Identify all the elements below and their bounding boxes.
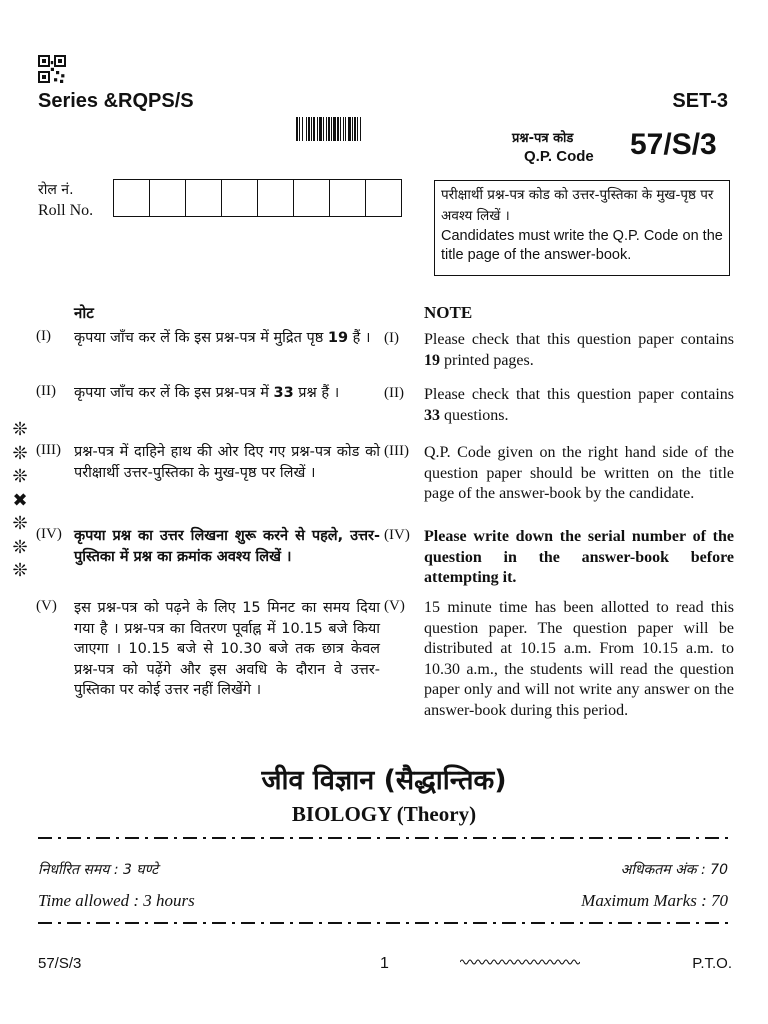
- barcode-bar: [360, 117, 361, 141]
- side-ornaments: [10, 418, 30, 583]
- footer-qp-code: 57/S/3: [38, 955, 82, 972]
- item-number: (V): [36, 598, 57, 614]
- note-item: [36, 328, 380, 349]
- item-number: (III): [384, 443, 409, 459]
- barcode-bar: [326, 117, 327, 141]
- asterisk-icon: ❊: [12, 513, 28, 534]
- barcode-bar: [354, 117, 356, 141]
- item-text: 15 minute time has been allotted to read this question paper. The question paper will be distributed at 10.15 a.m. From 10.15 a.m. to 10.30 a.m., the students will read the question paper only and will not write any answer on the answer-book during this period.: [424, 599, 734, 719]
- barcode-bar: [337, 117, 339, 141]
- subject-title: BIOLOGY (Theory): [291, 802, 477, 826]
- note-item: [36, 442, 380, 483]
- item-text: प्रश्न-पत्र में दाहिने हाथ की ओर दिए गए प्रश्न-पत्र कोड को परीक्षार्थी उत्तर-पुस्तिका के मुख-पृष्ठ पर लिखें ।: [74, 444, 380, 481]
- time-allowed: Time allowed : 3 hours: [38, 891, 195, 910]
- note-item: [36, 598, 380, 701]
- note-heading-english: NOTE: [424, 303, 473, 322]
- note-item: [36, 383, 380, 404]
- barcode-bar: [328, 117, 330, 141]
- barcode-bar: [319, 117, 322, 141]
- note-hindi-column: [36, 302, 380, 698]
- roll-box[interactable]: [222, 180, 258, 216]
- note-item: [384, 527, 734, 589]
- item-number: (II): [384, 385, 404, 401]
- roll-box[interactable]: [294, 180, 330, 216]
- barcode-icon: [296, 117, 406, 141]
- barcode-bar: [323, 117, 324, 141]
- barcode-bar: [311, 117, 312, 141]
- qp-code-label-hindi: प्रश्न-पत्र कोड: [512, 131, 574, 146]
- item-number: (I): [384, 330, 399, 346]
- max-marks-hindi: अधिकतम अंक : 70: [620, 862, 728, 878]
- barcode-bar: [317, 117, 318, 141]
- item-number: (I): [36, 328, 51, 344]
- roll-box[interactable]: [366, 180, 401, 216]
- roll-box[interactable]: [258, 180, 294, 216]
- roll-label: Roll No.: [38, 202, 94, 219]
- note-heading-hindi: नोट: [74, 304, 94, 322]
- item-text: कृपया जाँच कर लें कि इस प्रश्न-पत्र में 33 प्रश्न हैं ।: [74, 385, 340, 401]
- roll-box[interactable]: [186, 180, 222, 216]
- barcode-bar: [302, 117, 303, 141]
- barcode-bar: [333, 117, 336, 141]
- wavy-line-icon: [460, 956, 580, 968]
- barcode-bar: [306, 117, 307, 141]
- page-number: 1: [380, 955, 389, 972]
- max-marks: Maximum Marks : 70: [581, 891, 728, 910]
- barcode-bar: [331, 117, 332, 141]
- qp-code: 57/S/3: [630, 128, 717, 161]
- barcode-bar: [313, 117, 315, 141]
- asterisk-icon: ❊: [12, 419, 28, 440]
- barcode-bar: [345, 117, 346, 141]
- note-item: [384, 598, 734, 721]
- item-text: Q.P. Code given on the right hand side of the question paper should be written on the title page of the answer-book by the candidate.: [424, 444, 734, 502]
- dash-dot-divider: [38, 834, 730, 842]
- asterisk-icon: ❊: [12, 466, 28, 487]
- notice-english: Candidates must write the Q.P. Code on the title page of the answer-book.: [441, 228, 723, 263]
- item-number: (III): [36, 442, 61, 458]
- note-english-column: [384, 302, 736, 719]
- asterisk-icon: ❊: [12, 560, 28, 581]
- note-item: [384, 385, 734, 426]
- series-label: Series &RQPS/S: [38, 90, 194, 112]
- item-text: कृपया प्रश्न का उत्तर लिखना शुरू करने से पहले, उत्तर-पुस्तिका में प्रश्न का क्रमांक अवश्य लिखें ।: [74, 528, 380, 565]
- barcode-bar: [299, 117, 300, 141]
- note-item: [384, 443, 734, 505]
- roll-box[interactable]: [150, 180, 186, 216]
- item-text: इस प्रश्न-पत्र को पढ़ने के लिए 15 मिनट का समय दिया गया है । प्रश्न-पत्र का वितरण पूर्वाह्न में 10.15 बजे किया जाएगा । 10.15 बजे से 10.30 बजे तक छात्र केवल प्रश्न-पत्र को पढ़ेंगे और इस अवधि के दौरान वे उत्तर-पुस्तिका पर कोई उत्तर नहीं लिखेंगे ।: [74, 600, 380, 698]
- roll-box[interactable]: [114, 180, 150, 216]
- item-text: Please write down the serial number of the question in the answer-book before attempting it.: [424, 528, 734, 586]
- candidate-notice-box: [434, 180, 730, 276]
- asterisk-icon: ❊: [12, 442, 28, 464]
- item-number: (II): [36, 383, 56, 399]
- barcode-bar: [343, 117, 344, 141]
- item-text: कृपया जाँच कर लें कि इस प्रश्न-पत्र में मुद्रित पृष्ठ 19 हैं ।: [74, 330, 371, 346]
- item-number: (IV): [384, 527, 410, 543]
- note-item: [384, 330, 734, 371]
- time-allowed-hindi: निर्धारित समय : 3 घण्टे: [38, 862, 159, 878]
- note-item: [36, 526, 380, 567]
- set-label: SET-3: [672, 90, 728, 112]
- subject-title-hindi: जीव विज्ञान (सैद्धान्तिक): [261, 765, 507, 796]
- roll-number-boxes[interactable]: [113, 179, 402, 217]
- roll-box[interactable]: [330, 180, 366, 216]
- pto-label: P.T.O.: [692, 955, 732, 972]
- qp-code-label: Q.P. Code: [524, 148, 594, 165]
- asterisk-icon: ❊: [12, 536, 28, 558]
- barcode-bar: [357, 117, 358, 141]
- roll-label-hindi: रोल नं.: [38, 182, 74, 198]
- item-text: Please check that this question paper contains 19 printed pages.: [424, 331, 734, 369]
- barcode-bar: [296, 117, 298, 141]
- item-number: (IV): [36, 526, 62, 542]
- qr-code-icon: [38, 55, 66, 83]
- dash-dot-divider: [38, 919, 730, 927]
- barcode-bar: [340, 117, 341, 141]
- barcode-bar: [348, 117, 351, 141]
- item-number: (V): [384, 598, 405, 614]
- barcode-bar: [308, 117, 310, 141]
- notice-hindi: परीक्षार्थी प्रश्न-पत्र कोड को उत्तर-पुस्तिका के मुख-पृष्ठ पर अवश्य लिखें ।: [441, 187, 714, 224]
- cross-icon: ✖: [12, 489, 28, 511]
- item-text: Please check that this question paper contains 33 questions.: [424, 386, 734, 424]
- barcode-bar: [352, 117, 353, 141]
